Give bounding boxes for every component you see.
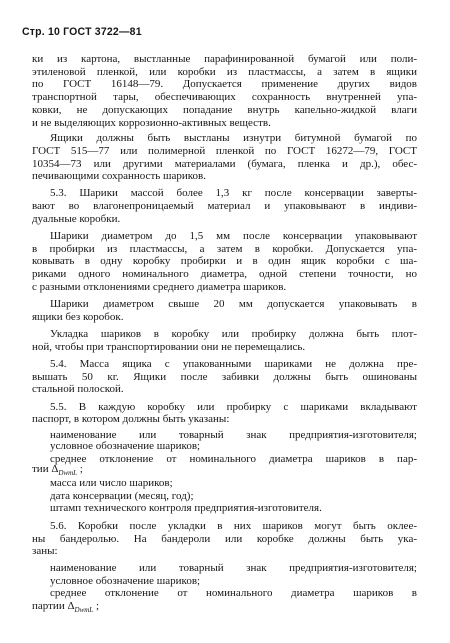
text-line-content: риками одного номинального диаметра, одной степени точности, но [32, 268, 417, 280]
text-line-content: наименование или товарный знак предприятия-изготовителя; [50, 429, 417, 441]
text-line-content: ны бандеролью. На бандероли или коробке должны быть ука- [32, 533, 417, 545]
text-line-content: вышать 50 кг. Ящики после забивки должны быть ошинованы [32, 371, 417, 383]
text-line-content: условное обозначение шариков; [50, 440, 201, 452]
text-line-content: по ГОСТ 16148—79. Допускается применение других видов [32, 78, 417, 90]
text-line [50, 587, 417, 600]
text-line [50, 230, 417, 243]
page-header: Стр. 10 ГОСТ 3722—81 [22, 25, 142, 39]
text-line [32, 383, 417, 396]
text-line-content: 10354—73 или другими материалами (бумага, пленка и др.), обес- [32, 158, 417, 170]
symbol-subscript: DwmL [58, 469, 78, 477]
text-line-content: паспорт, в котором должны быть указаны: [32, 413, 230, 425]
text-line-content: ковки, не допускающих попадание внутрь капельно-жидкой влаги [32, 104, 417, 116]
text-line-content: 5.4. Масса ящика с упакованными шариками не должна пре- [50, 358, 417, 370]
text-line-content: Шарики диаметром свыше 20 мм допускается упаковывать в [50, 298, 417, 310]
text-line-content: и не выделяющих коррозионно-активных веществ. [32, 117, 271, 129]
text-line-content: вают во влагонепроницаемый материал и упаковывают в индиви- [32, 200, 417, 212]
text-line [50, 520, 417, 533]
text-line [32, 268, 417, 281]
text-line [32, 78, 417, 91]
text-line-content: среднее отклонение от номинального диаметра шариков в [50, 587, 417, 599]
text-line-content: Шарики диаметром до 1,5 мм после консервации упаковывают [50, 230, 417, 242]
text-line-content: ки из картона, выстланные парафинированной бумагой или поли- [32, 53, 417, 65]
text-line [32, 600, 417, 617]
text-line-content: ковывать в одну коробку пробирки и в один ящик коробки с ша- [32, 255, 417, 267]
text-line-content: с разными отклонениями среднего диаметра шариков. [32, 281, 287, 293]
text-line-content: наименование или товарный знак предприятия-изготовителя; [50, 562, 417, 574]
text-line [32, 545, 417, 558]
text-line [32, 341, 417, 354]
text-line-content: 5.3. Шарики массой более 1,3 кг после консервации заверты- [50, 187, 417, 199]
text-line-content: среднее отклонение от номинального диаметра шариков в пар- [50, 453, 417, 465]
text-line-content: дуальные коробки. [32, 213, 121, 225]
text-line-content: ящики без коробок. [32, 311, 124, 323]
text-line [50, 328, 417, 341]
text-line [32, 281, 417, 294]
text-line-content: заны: [32, 545, 58, 557]
text-line-content: дата консервации (месяц, год); [50, 490, 194, 502]
text-line-content: условное обозначение шариков; [50, 575, 201, 587]
text-line-content: этиленовой пленкой, или коробки из пластмассы, а затем в ящики [32, 66, 417, 78]
text-line [32, 311, 417, 324]
text-line-content: тии Δ [32, 463, 59, 475]
text-line [50, 502, 417, 515]
text-line [50, 132, 417, 145]
text-line-content: стальной полоской. [32, 383, 124, 395]
text-line [50, 477, 417, 490]
text-line [50, 187, 417, 200]
text-line [32, 200, 417, 213]
symbol-subscript: DwmL [74, 606, 94, 614]
text-line [32, 104, 417, 117]
text-line-content: масса или число шариков; [50, 477, 173, 489]
text-line [32, 255, 417, 268]
text-line [50, 440, 417, 453]
text-line-content: партии Δ [32, 600, 75, 612]
text-line-content: штамп технического контроля предприятия-изготовителя. [50, 502, 322, 514]
text-line-content: в пробирки из пластмассы, а затем в коробки. Допускается упа- [32, 243, 417, 255]
text-line [50, 298, 417, 311]
text-line [32, 91, 417, 104]
text-line-tail: ; [93, 600, 100, 612]
text-line-content: ГОСТ 515—77 или полимерной пленкой по ГОСТ 16272—79, ГОСТ [32, 145, 417, 157]
text-line [32, 170, 417, 183]
text-line [32, 145, 417, 158]
text-line [32, 117, 417, 130]
text-line-content: Укладка шариков в коробку или пробирку должна быть плот- [50, 328, 417, 340]
text-line [32, 213, 417, 226]
text-line-content: транспортной тары, обеспечивающих сохранность внутренней упа- [32, 91, 417, 103]
text-line [50, 358, 417, 371]
text-line-tail: ; [77, 463, 83, 475]
text-line-content: Ящики должны быть выстланы изнутри битумной бумагой по [50, 132, 417, 144]
text-line [50, 562, 417, 575]
text-line-content: 5.6. Коробки после укладки в них шариков могут быть оклее- [50, 520, 417, 532]
text-line [32, 413, 417, 426]
text-line-content: печивающими сохранность шариков. [32, 170, 206, 182]
text-line-content: 5.5. В каждую коробку или пробирку с шариками вкладывают [50, 401, 417, 413]
text-line-content: ной, чтобы при транспортировании они не перемещались. [32, 341, 306, 353]
text-line [32, 53, 417, 66]
